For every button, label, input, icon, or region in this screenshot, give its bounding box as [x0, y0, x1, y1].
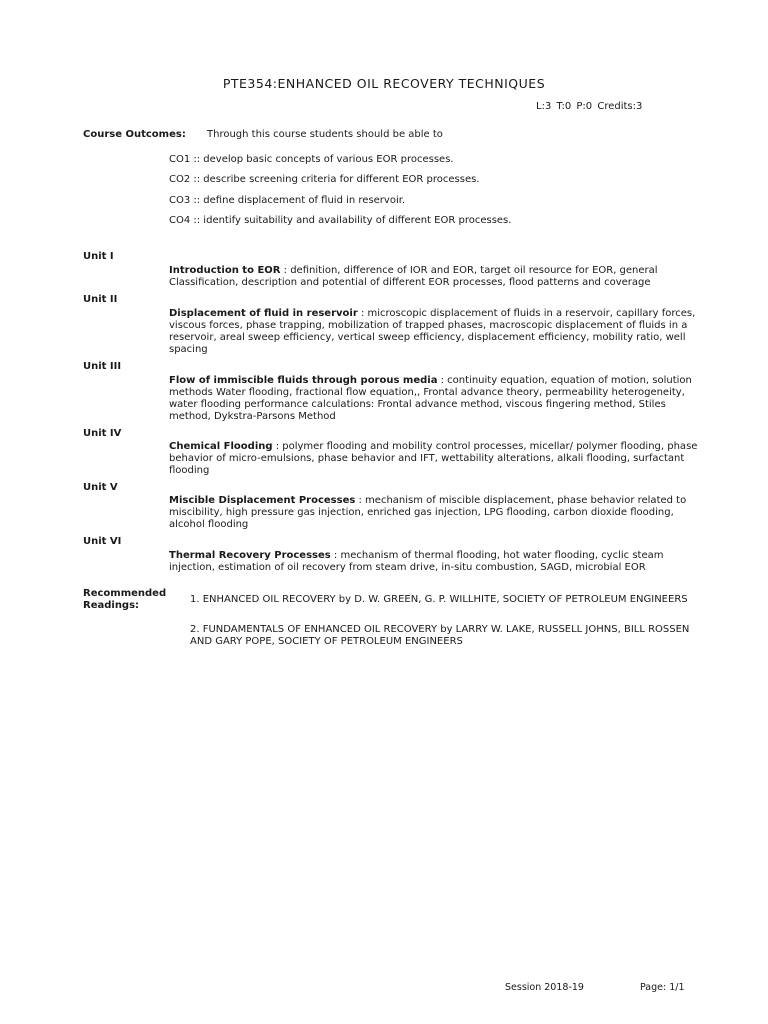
unit-text: : polymer flooding and mobility control processes, micellar/ polymer flooding, phase behavior of micro-emulsions, phase behavior and IFT, wettability alterations, alkali flooding, surfactant flooding: [169, 441, 698, 476]
unit-body: [169, 375, 709, 423]
unit-body: [169, 308, 709, 356]
unit-heading: Flow of immiscible fluids through porous media: [169, 375, 438, 386]
unit-text: : mechanism of thermal flooding, hot water flooding, cyclic steam injection, estimation of oil recovery from steam drive, in-situ combustion, SAGD, microbial EOR: [169, 550, 664, 573]
footer-page: Page: 1/1: [640, 982, 685, 993]
readings-label: Readings:: [83, 600, 140, 611]
unit-body: [169, 550, 709, 574]
unit-heading: Thermal Recovery Processes: [169, 550, 331, 561]
reading-item: 2. FUNDAMENTALS OF ENHANCED OIL RECOVERY by LARRY W. LAKE, RUSSELL JOHNS, BILL ROSSEN AND GARY POPE, SOCIETY OF PETROLEUM ENGINEERS: [190, 624, 690, 647]
unit-label: Unit VI: [83, 536, 122, 547]
readings-label: Recommended: [83, 588, 167, 599]
reading-item: 1. ENHANCED OIL RECOVERY by D. W. GREEN, G. P. WILLHITE, SOCIETY OF PETROLEUM ENGINEERS: [190, 594, 688, 605]
course-outcome-item: CO1 :: develop basic concepts of various EOR processes.: [169, 154, 454, 165]
unit-heading: Displacement of fluid in reservoir: [169, 308, 358, 319]
unit-heading: Introduction to EOR: [169, 265, 281, 276]
unit-text: : definition, difference of IOR and EOR, target oil resource for EOR, general Classification, description and potential of different EOR processes, flood patterns and coverage: [169, 265, 658, 288]
footer-session: Session 2018-19: [505, 982, 584, 993]
course-outcome-item: CO3 :: define displacement of fluid in reservoir.: [169, 195, 406, 206]
unit-label: Unit I: [83, 251, 114, 262]
credits-line: L:3 T:0 P:0 Credits:3: [536, 101, 643, 112]
unit-label: Unit III: [83, 361, 122, 372]
unit-heading: Miscible Displacement Processes: [169, 495, 356, 506]
unit-text: : continuity equation, equation of motion, solution methods Water flooding, fractional flow equation,, Frontal advance theory, permeability heterogeneity, water flooding performance calculations: Frontal advance method, viscous fingering method, Stiles method, Dykstra-Parsons Method: [169, 375, 692, 422]
unit-body: [169, 441, 709, 477]
course-outcome-item: CO4 :: identify suitability and availability of different EOR processes.: [169, 215, 512, 226]
unit-label: Unit V: [83, 482, 118, 493]
unit-text: : microscopic displacement of fluids in a reservoir, capillary forces, viscous forces, phase trapping, mobilization of trapped phases, macroscopic displacement of fluids in a reservoir, areal sweep efficiency, vertical sweep efficiency, displacement efficiency, mobility ratio, well spacing: [169, 308, 696, 355]
course-outcomes-label: Course Outcomes:: [83, 129, 186, 140]
unit-label: Unit IV: [83, 428, 122, 439]
unit-body: [169, 495, 709, 531]
course-outcomes-intro: Through this course students should be able to: [207, 129, 443, 140]
course-outcome-item: CO2 :: describe screening criteria for different EOR processes.: [169, 174, 480, 185]
unit-heading: Chemical Flooding: [169, 441, 273, 452]
page-title: PTE354:ENHANCED OIL RECOVERY TECHNIQUES: [222, 76, 546, 91]
unit-label: Unit II: [83, 294, 118, 305]
unit-text: : mechanism of miscible displacement, phase behavior related to miscibility, high pressure gas injection, enriched gas injection, LPG flooding, carbon dioxide flooding, alcohol flooding: [169, 495, 687, 530]
unit-body: [169, 265, 709, 289]
